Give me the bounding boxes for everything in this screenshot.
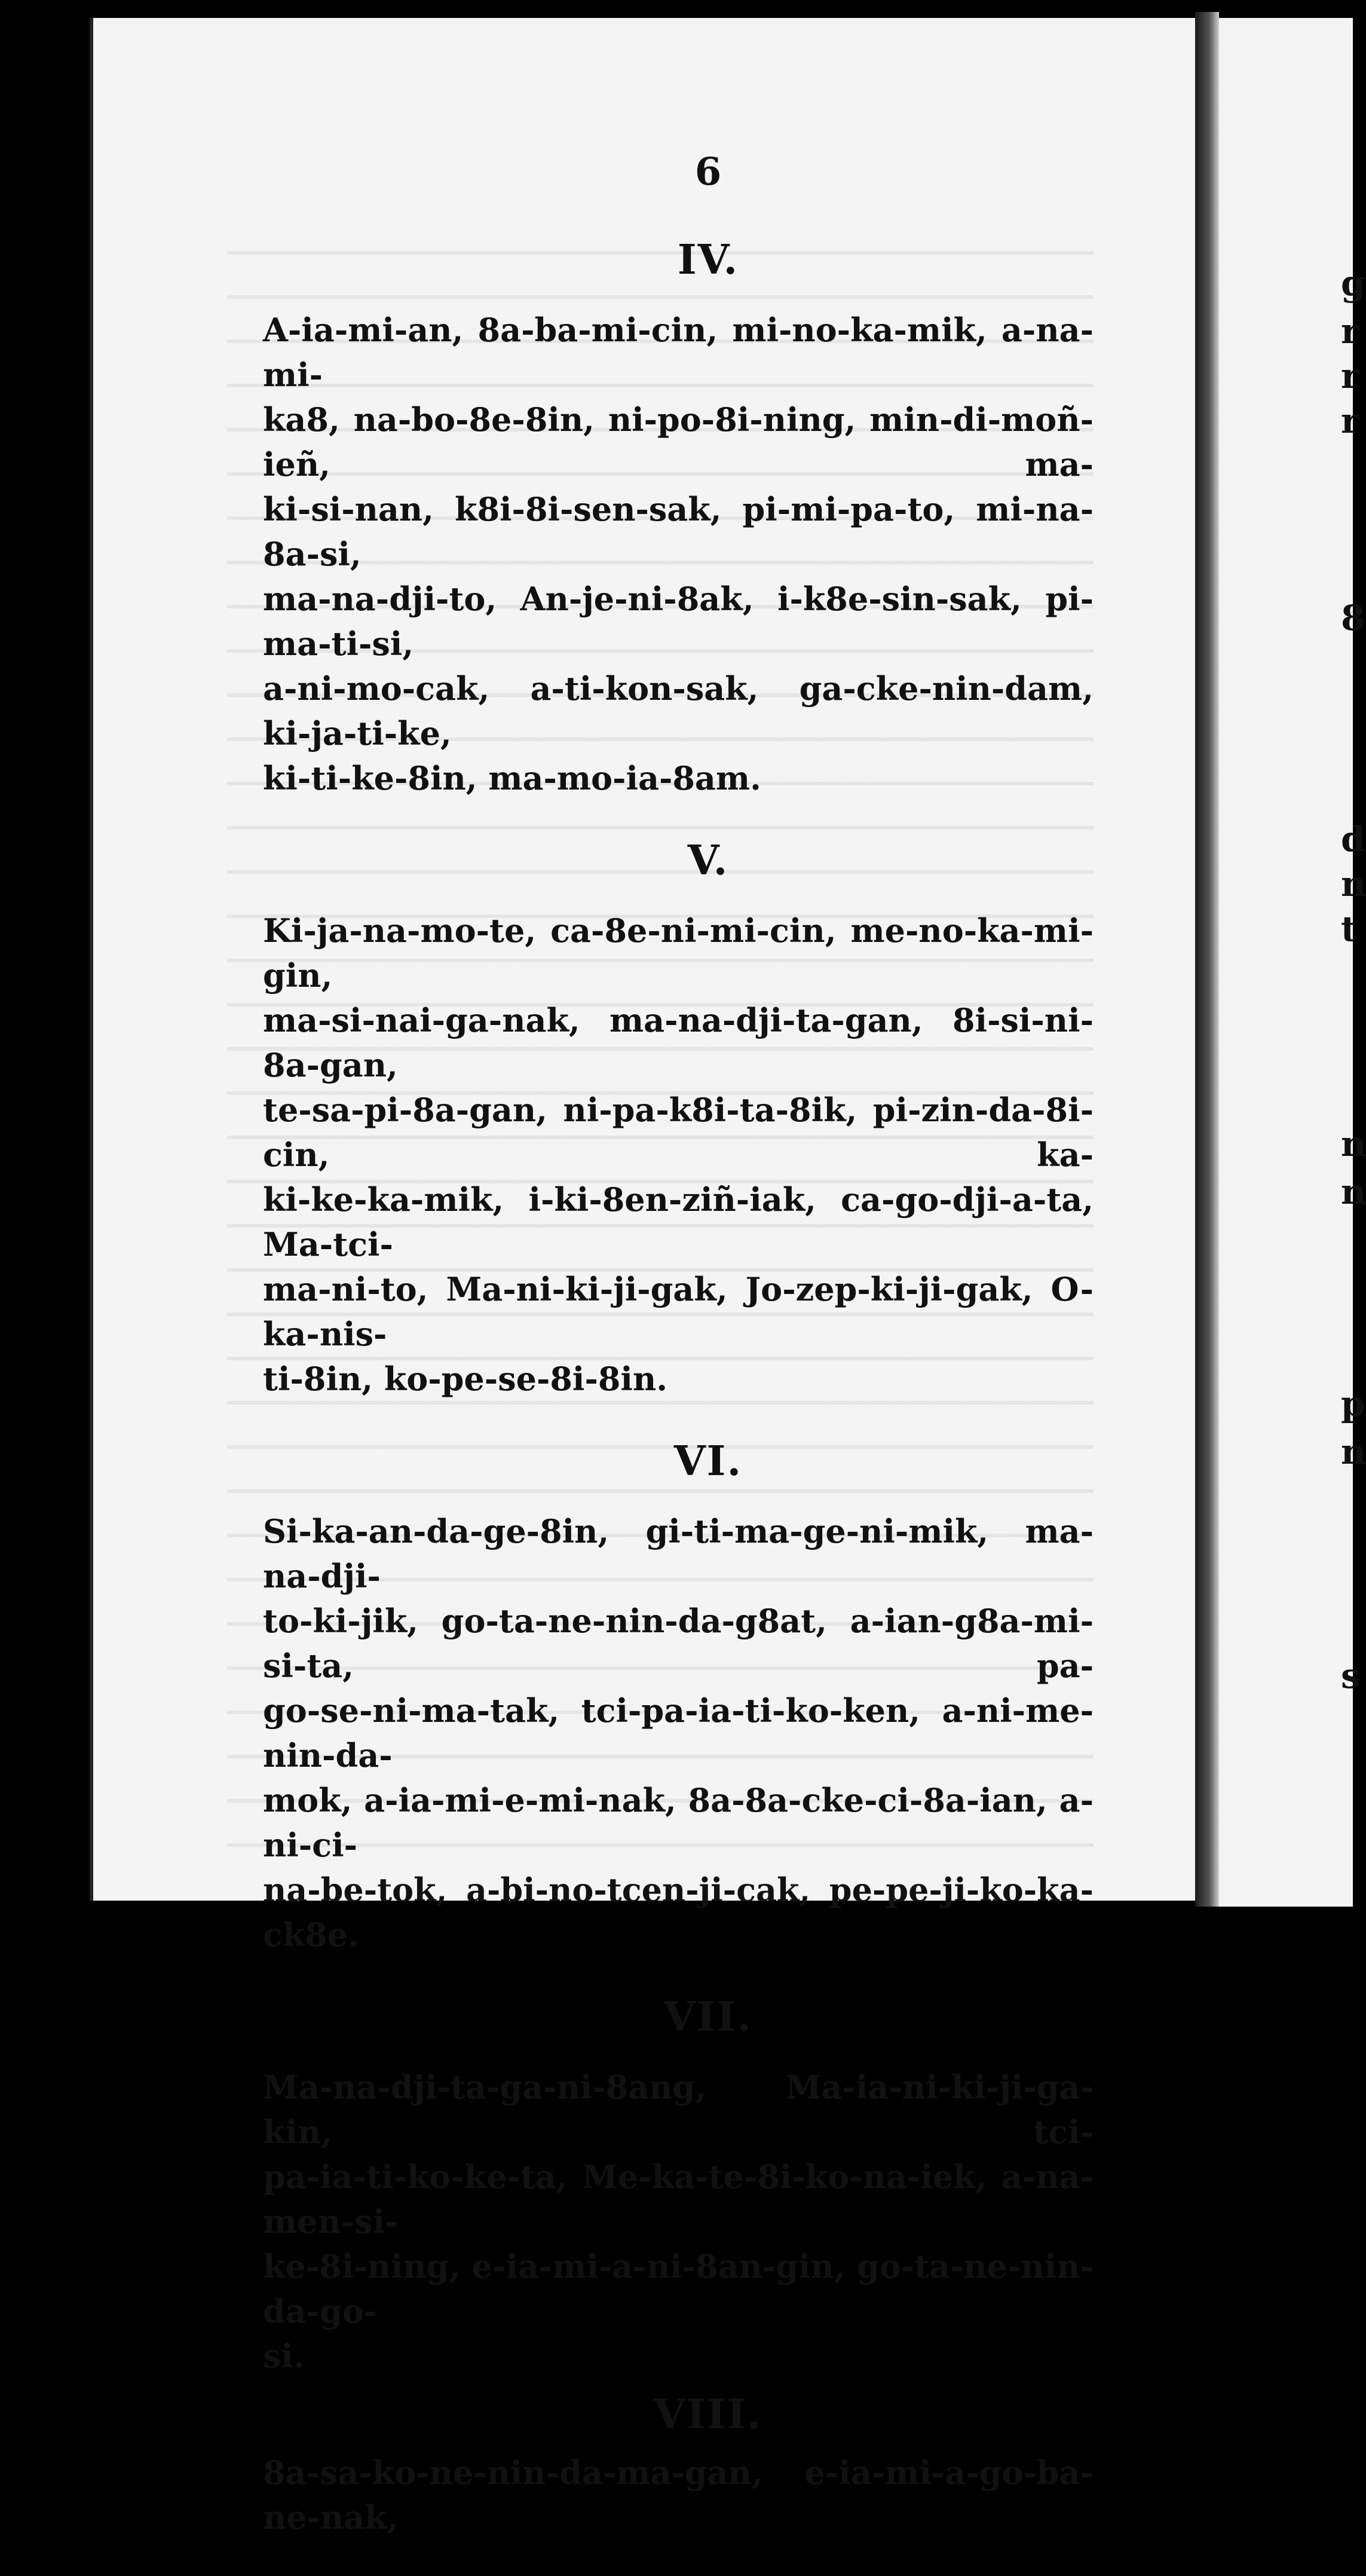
section-body-iv xyxy=(263,308,1094,801)
section-heading-viii: VIII. xyxy=(654,2391,762,2439)
section-heading-vii: VII. xyxy=(663,1993,753,2041)
section-body-v xyxy=(263,908,1094,1402)
text-line: ki-ti-ke-8in, ma-mo-ia-8am. xyxy=(263,759,761,797)
text-line: te-sa-pi-8a-gan, ni-pa-k8i-ta-8ik, pi-zin-da-8i-cin, ka- xyxy=(263,1091,1094,1174)
margin-letter: n xyxy=(1341,1124,1366,1164)
text-line: ma-ni-to, Ma-ni-ki-ji-gak, Jo-zep-ki-ji-gak, O-ka-nis- xyxy=(263,1270,1094,1353)
page-text xyxy=(263,149,1094,2576)
text-line: go-se-ni-ma-tak, tci-pa-ia-ti-ko-ken, a-ni-me-nin-da- xyxy=(263,1691,1094,1775)
margin-letter: s xyxy=(1341,1656,1361,1696)
text-line: ke-8i-ning, e-ia-mi-a-ni-8an-gin, go-ta-ne-nin-da-go- xyxy=(263,2247,1094,2330)
text-line: Si-ka-an-da-ge-8in, gi-ti-ma-ge-ni-mik, ma-na-dji- xyxy=(263,1512,1094,1595)
text-line: na-be-tok, a-bi-no-tcen-ji-cak, pe-pe-ji-ko-ka-ck8e. xyxy=(263,1871,1094,1954)
text-line: ma-si-nai-ga-nak, ma-na-dji-ta-gan, 8i-si-ni-8a-gan, xyxy=(263,1001,1094,1084)
text-line: to-ki-jik, go-ta-ne-nin-da-g8at, a-ian-g8a-mi-si-ta, pa- xyxy=(263,1602,1094,1685)
section-body-vi xyxy=(263,1509,1094,1957)
text-line: Ma-na-dji-ta-ga-ni-8ang, Ma-ia-ni-ki-ji-ga-kin, tci- xyxy=(263,2068,1094,2151)
text-line: ki-ke-ka-mik, i-ki-8en-ziñ-iak, ca-go-dji-a-ta, Ma-tci- xyxy=(263,1180,1094,1263)
book-gutter xyxy=(1195,12,1219,1907)
text-line: pa-ia-ti-ko-ke-ta, Me-ka-te-8i-ko-na-iek, a-na-men-si- xyxy=(263,2158,1094,2241)
margin-letter: r xyxy=(1341,311,1359,351)
margin-letter: d xyxy=(1341,819,1365,859)
margin-letter: t xyxy=(1341,908,1357,949)
text-line: ka8, na-bo-8e-8in, ni-po-8i-ning, min-di-moñ-ieñ, ma- xyxy=(263,400,1094,484)
section-heading-iv: IV. xyxy=(677,236,739,284)
section-body-viii xyxy=(263,2450,1094,2540)
right-page-edge xyxy=(1219,18,1353,1907)
margin-letter: r xyxy=(1341,356,1359,396)
text-line: Ki-ja-na-mo-te, ca-8e-ni-mi-cin, me-no-ka-mi-gin, xyxy=(263,911,1094,995)
margin-letter: n xyxy=(1341,1171,1366,1212)
page-number: 6 xyxy=(694,149,722,194)
text-line: A-ia-mi-an, 8a-ba-mi-cin, mi-no-ka-mik, a-na-mi- xyxy=(263,311,1094,394)
section-body-vii xyxy=(263,2065,1094,2379)
section-heading-v: V. xyxy=(687,837,729,885)
margin-letter: r xyxy=(1341,400,1359,441)
text-line: a-ni-mo-cak, a-ti-kon-sak, ga-cke-nin-dam, ki-ja-ti-ke, xyxy=(263,669,1094,752)
margin-letter: n xyxy=(1341,864,1366,904)
text-line: ki-si-nan, k8i-8i-sen-sak, pi-mi-pa-to, mi-na-8a-si, xyxy=(263,490,1094,573)
section-heading-vi: VI. xyxy=(673,1437,743,1485)
text-line: si. xyxy=(263,2337,305,2375)
text-line: ti-8in, ko-pe-se-8i-8in. xyxy=(263,1360,668,1398)
text-line: 8a-sa-ko-ne-nin-da-ma-gan, e-ia-mi-a-go-ba-ne-nak, xyxy=(263,2453,1094,2537)
text-line: ma-na-dji-to, An-je-ni-8ak, i-k8e-sin-sak, pi-ma-ti-si, xyxy=(263,580,1094,663)
margin-letter: n xyxy=(1341,1431,1366,1472)
margin-letter: 8 xyxy=(1341,598,1365,638)
text-line: mok, a-ia-mi-e-mi-nak, 8a-8a-cke-ci-8a-ian, a-ni-ci- xyxy=(263,1781,1094,1864)
margin-letter: p xyxy=(1341,1384,1365,1424)
margin-letter: g xyxy=(1341,263,1365,304)
